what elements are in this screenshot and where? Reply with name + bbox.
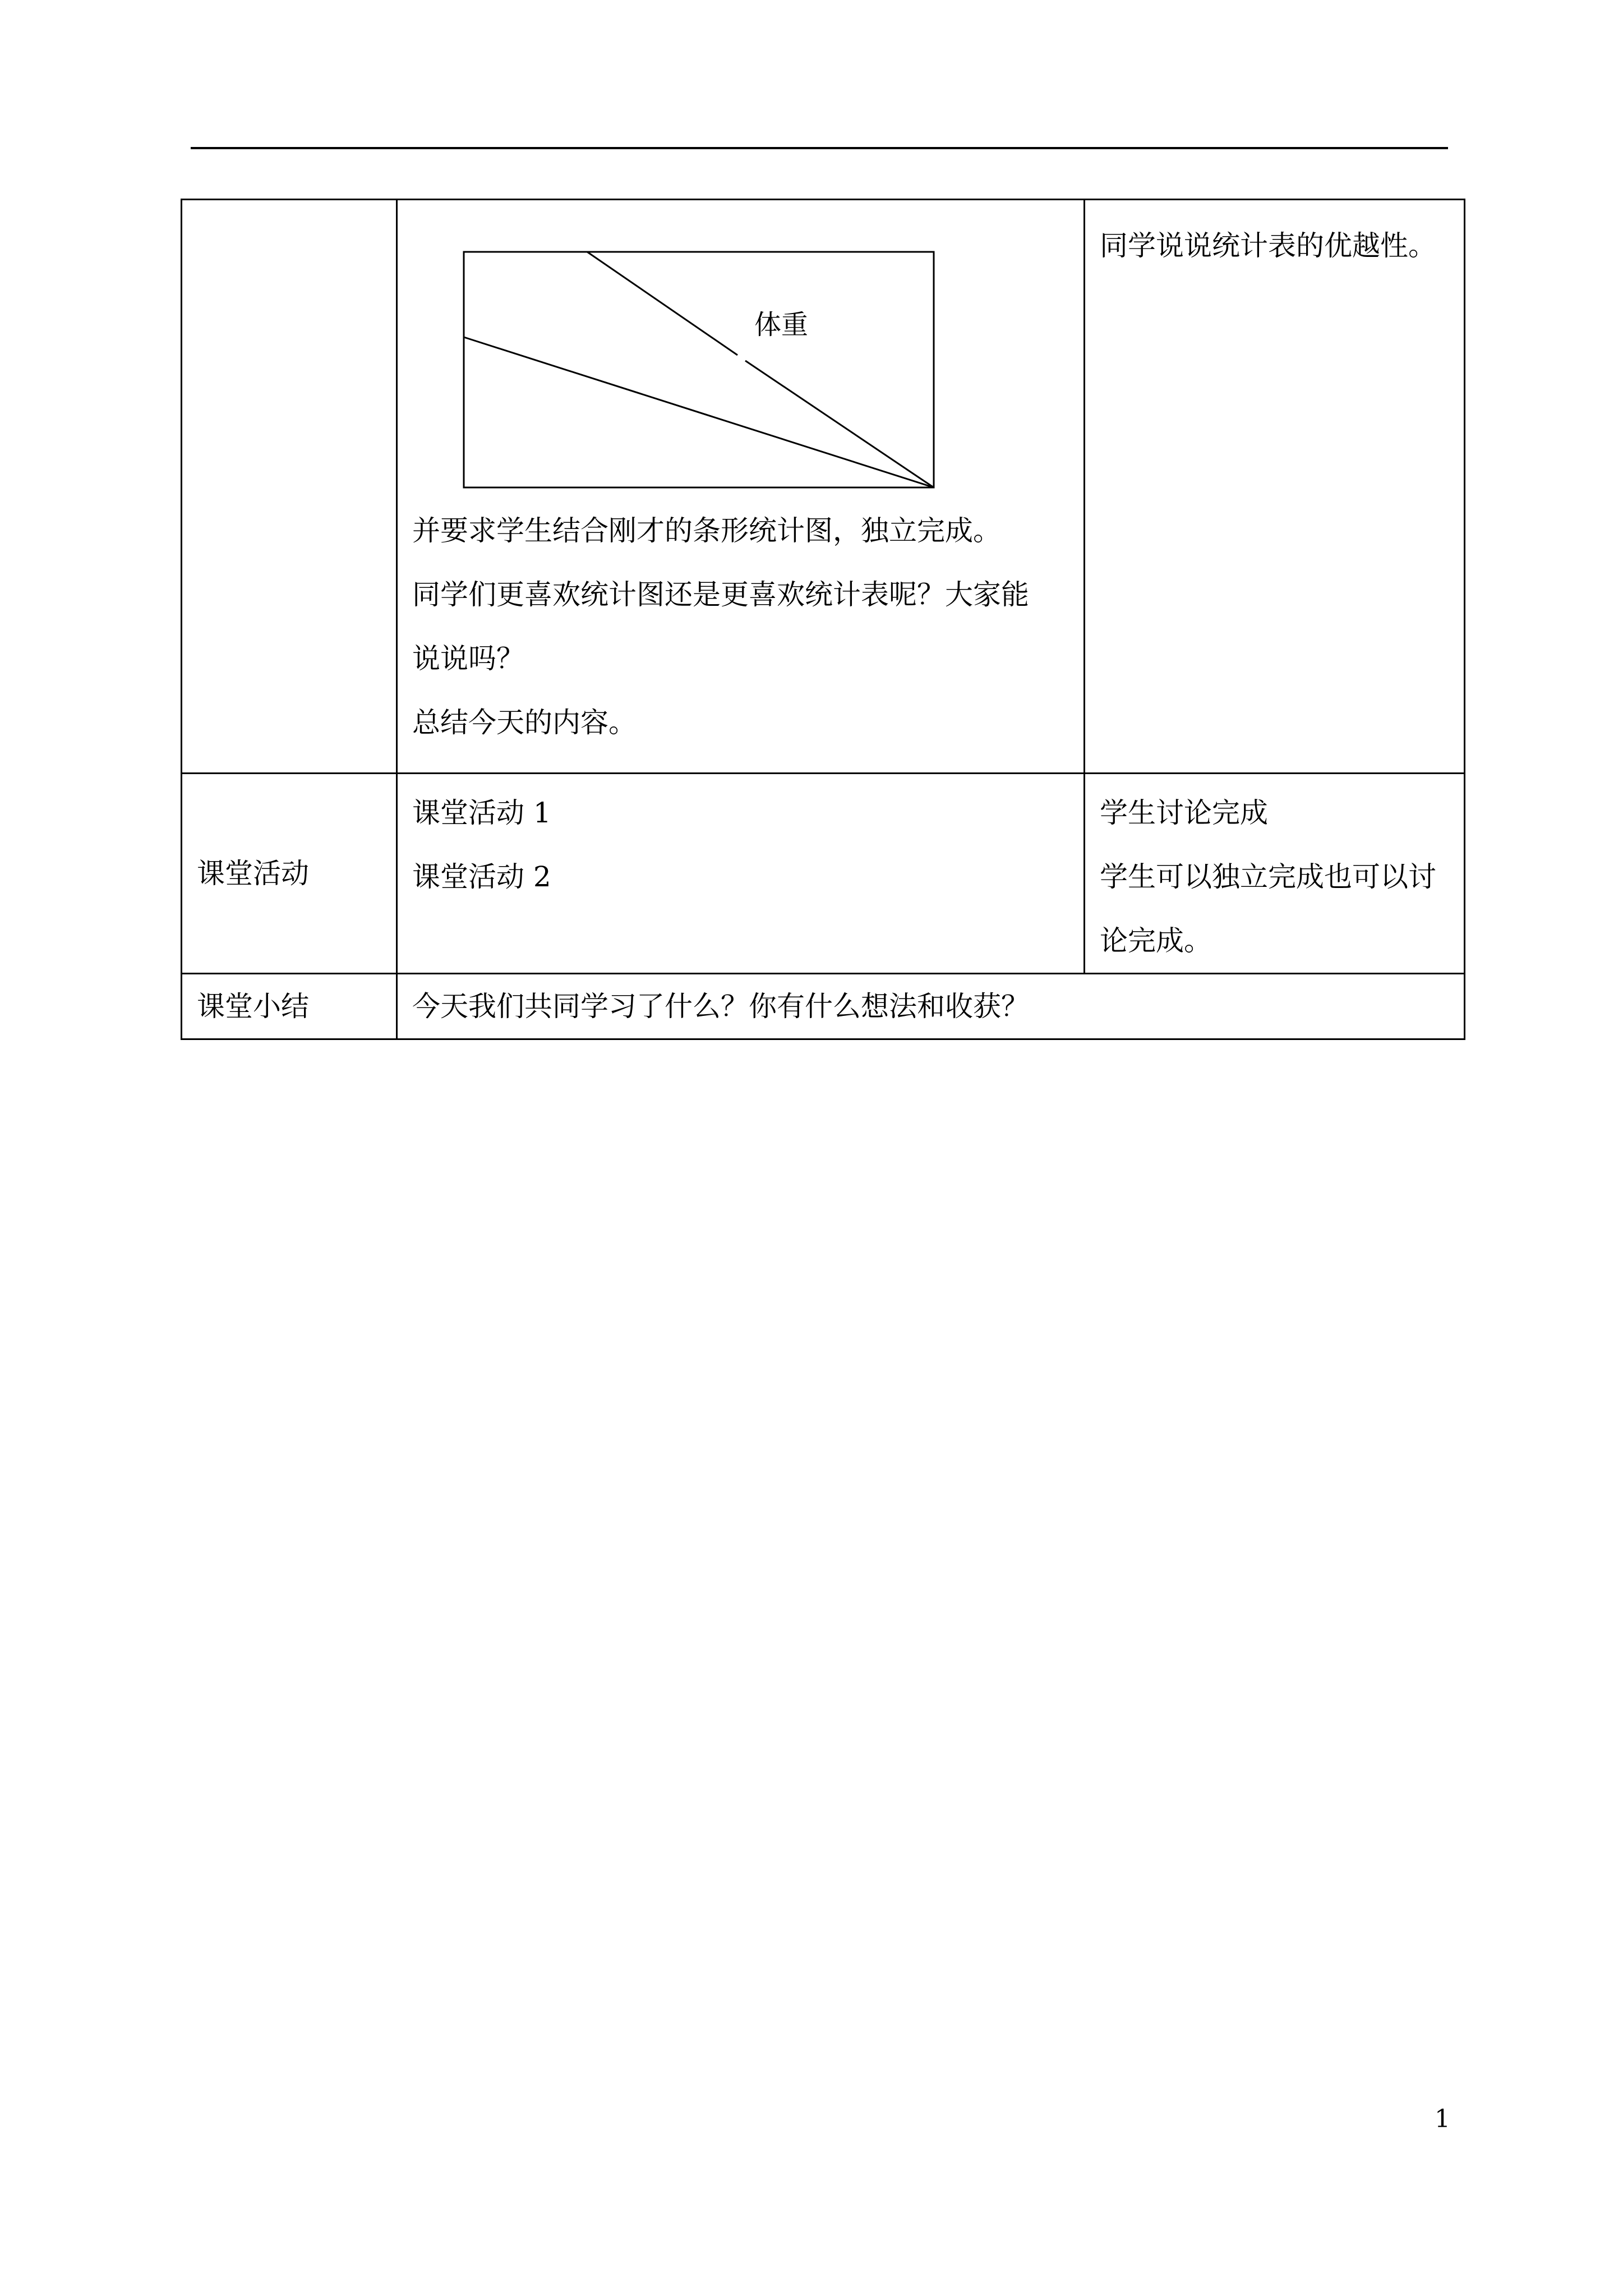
lesson-plan-table [181, 199, 1465, 1040]
teacher-line-2: 同学们更喜欢统计图还是更喜欢统计表呢？大家能 [412, 578, 1029, 611]
student-activity-cell [1085, 774, 1465, 974]
diagram-line-upper-b [745, 361, 934, 487]
summary-cell [397, 974, 1465, 1039]
section-label: 课堂小结 [197, 990, 309, 1023]
teacher-activity-cell [397, 200, 1085, 774]
diagram-label: 体重 [754, 309, 809, 341]
teacher-line-4: 总结今天的内容。 [412, 706, 637, 739]
table-row [182, 200, 1465, 774]
header-rule [191, 147, 1448, 149]
table-row [182, 974, 1465, 1039]
student-line: 同学说说统计表的优越性。 [1100, 229, 1436, 262]
student-activity-cell [1085, 200, 1465, 774]
weight-diagram [412, 200, 1069, 499]
summary-text: 今天我们共同学习了什么？你有什么想法和收获？ [412, 990, 1029, 1023]
diagram-frame [464, 252, 934, 487]
teacher-line-2: 课堂活动 2 [412, 861, 551, 893]
diagram-line-upper-a [587, 252, 737, 355]
teacher-line-3: 说说吗？ [412, 642, 524, 675]
section-label-cell [182, 974, 397, 1039]
page-number: 1 [1435, 2105, 1450, 2133]
diagram-svg [463, 251, 939, 492]
section-label-cell [182, 774, 397, 974]
student-line-2: 学生可以独立完成也可以讨 [1100, 861, 1436, 893]
section-label: 课堂活动 [197, 857, 309, 890]
section-cell-empty [182, 200, 397, 774]
student-line-3: 论完成。 [1100, 924, 1212, 957]
student-line-1: 学生讨论完成 [1100, 797, 1268, 829]
diagram-line-lower [464, 337, 934, 487]
teacher-line-1: 课堂活动 1 [412, 797, 551, 829]
teacher-line-1: 并要求学生结合刚才的条形统计图，独立完成。 [412, 514, 1001, 547]
teacher-activity-cell [397, 774, 1085, 974]
table-row [182, 774, 1465, 974]
